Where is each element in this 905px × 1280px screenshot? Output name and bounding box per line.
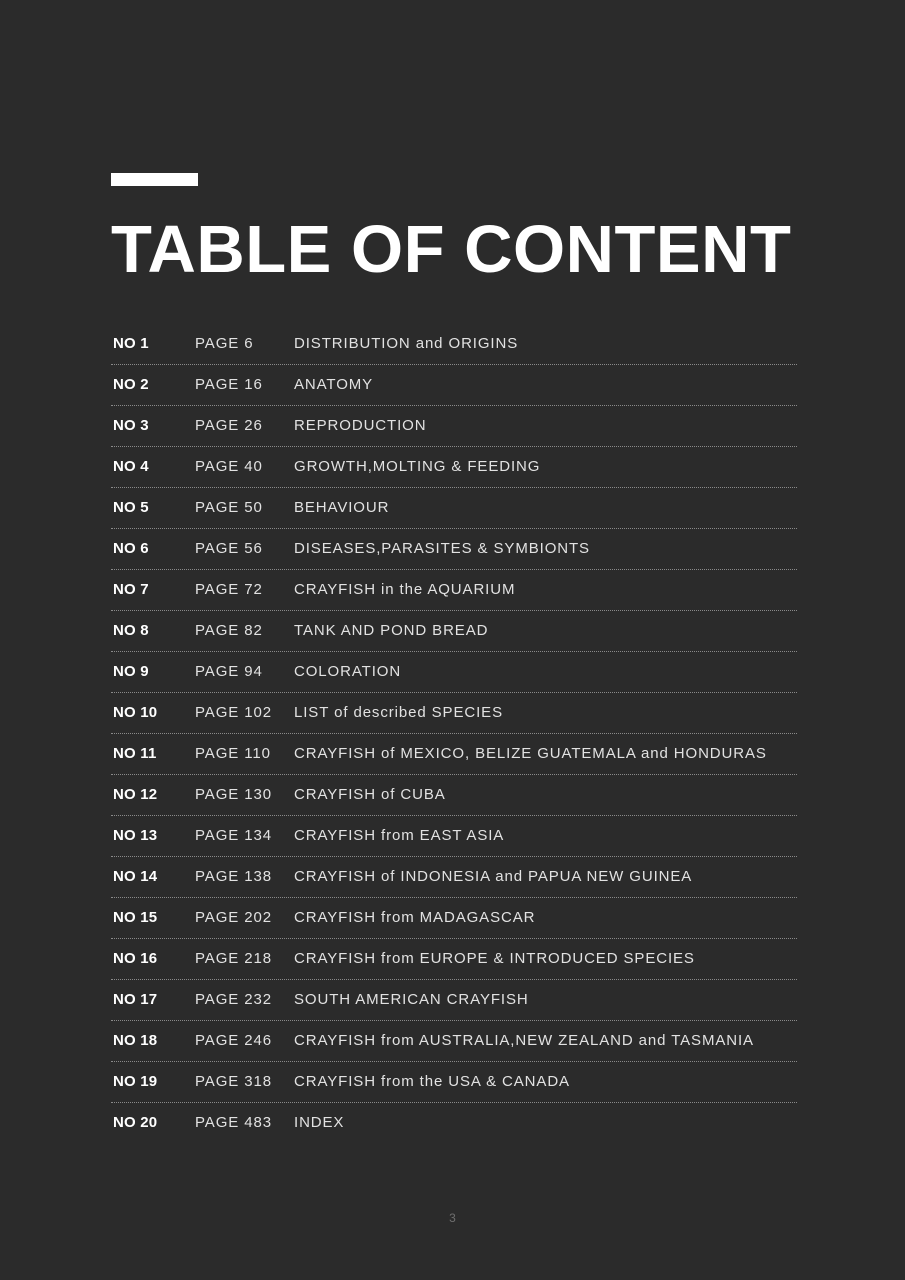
toc-entry[interactable] (111, 693, 797, 734)
toc-entry-number: NO 1 (113, 335, 149, 352)
toc-entry-title: REPRODUCTION (294, 417, 427, 434)
toc-entry-title: TANK AND POND BREAD (294, 622, 489, 639)
toc-entry-number: NO 16 (113, 950, 158, 967)
toc-entry-number: NO 6 (113, 540, 149, 557)
toc-entry-number: NO 3 (113, 417, 149, 434)
toc-entry-title: CRAYFISH in the AQUARIUM (294, 581, 516, 598)
toc-entry-page: PAGE 26 (195, 417, 263, 434)
toc-entry-page: PAGE 246 (195, 1032, 272, 1049)
toc-entry[interactable] (111, 570, 797, 611)
toc-entry-page: PAGE 134 (195, 827, 272, 844)
toc-entry[interactable] (111, 939, 797, 980)
toc-entry[interactable] (111, 980, 797, 1021)
toc-entry[interactable] (111, 857, 797, 898)
toc-entry-number: NO 8 (113, 622, 149, 639)
toc-entry[interactable] (111, 734, 797, 775)
toc-entry-page: PAGE 94 (195, 663, 263, 680)
toc-entry-number: NO 15 (113, 909, 158, 926)
toc-entry-title: INDEX (294, 1114, 345, 1131)
toc-entry-page: PAGE 72 (195, 581, 263, 598)
toc-entry-page: PAGE 202 (195, 909, 272, 926)
toc-entry-title: CRAYFISH from EUROPE & INTRODUCED SPECIES (294, 950, 695, 967)
toc-entry-title: COLORATION (294, 663, 402, 680)
toc-entry[interactable] (111, 1103, 797, 1144)
toc-entry-number: NO 19 (113, 1073, 158, 1090)
toc-entry-title: ANATOMY (294, 376, 374, 393)
toc-entry-title: CRAYFISH from AUSTRALIA,NEW ZEALAND and TASMANIA (294, 1032, 754, 1049)
toc-entry[interactable] (111, 324, 797, 365)
toc-entry-number: NO 9 (113, 663, 149, 680)
toc-entry-title: CRAYFISH of INDONESIA and PAPUA NEW GUINEA (294, 868, 693, 885)
toc-entry-title: DISEASES,PARASITES & SYMBIONTS (294, 540, 590, 557)
toc-entry-page: PAGE 483 (195, 1114, 272, 1131)
toc-entry-title: DISTRIBUTION and ORIGINS (294, 335, 519, 352)
toc-entry-number: NO 11 (113, 745, 157, 762)
toc-entry-number: NO 20 (113, 1114, 158, 1131)
toc-entry-number: NO 13 (113, 827, 158, 844)
toc-entry-page: PAGE 102 (195, 704, 272, 721)
toc-entry[interactable] (111, 488, 797, 529)
toc-entry-number: NO 12 (113, 786, 158, 803)
toc-entry-title: CRAYFISH from the USA & CANADA (294, 1073, 570, 1090)
page-title: TABLE OF CONTENT (111, 212, 792, 287)
toc-entry-page: PAGE 318 (195, 1073, 272, 1090)
toc-entry-page: PAGE 56 (195, 540, 263, 557)
toc-entry[interactable] (111, 1021, 797, 1062)
toc-entry-title: GROWTH,MOLTING & FEEDING (294, 458, 541, 475)
toc-entry-page: PAGE 6 (195, 335, 254, 352)
toc-entry[interactable] (111, 816, 797, 857)
toc-entry[interactable] (111, 611, 797, 652)
toc-entry[interactable] (111, 365, 797, 406)
toc-entry-number: NO 5 (113, 499, 149, 516)
toc-entry-page: PAGE 130 (195, 786, 272, 803)
toc-entry-number: NO 18 (113, 1032, 158, 1049)
toc-entry-number: NO 10 (113, 704, 158, 721)
toc-entry-page: PAGE 232 (195, 991, 272, 1008)
toc-entry-page: PAGE 50 (195, 499, 263, 516)
toc-entry[interactable] (111, 775, 797, 816)
toc-entry-title: BEHAVIOUR (294, 499, 390, 516)
toc-entry[interactable] (111, 529, 797, 570)
toc-entry-page: PAGE 110 (195, 745, 271, 762)
toc-entry-title: CRAYFISH from EAST ASIA (294, 827, 505, 844)
toc-entry-number: NO 2 (113, 376, 149, 393)
toc-entry-page: PAGE 16 (195, 376, 263, 393)
toc-entry-title: CRAYFISH of CUBA (294, 786, 446, 803)
toc-entry-page: PAGE 40 (195, 458, 263, 475)
toc-entry-title: CRAYFISH from MADAGASCAR (294, 909, 536, 926)
toc-entry-title: SOUTH AMERICAN CRAYFISH (294, 991, 529, 1008)
toc-entry[interactable] (111, 1062, 797, 1103)
toc-entry[interactable] (111, 652, 797, 693)
toc-entry-title: LIST of described SPECIES (294, 704, 503, 721)
toc-entry-page: PAGE 82 (195, 622, 263, 639)
title-accent-bar (111, 173, 198, 186)
table-of-contents (111, 324, 797, 1144)
toc-entry-number: NO 14 (113, 868, 158, 885)
toc-entry[interactable] (111, 447, 797, 488)
toc-entry-number: NO 7 (113, 581, 149, 598)
toc-entry-page: PAGE 218 (195, 950, 272, 967)
toc-entry[interactable] (111, 898, 797, 939)
toc-entry[interactable] (111, 406, 797, 447)
toc-entry-number: NO 17 (113, 991, 158, 1008)
page-number: 3 (449, 1211, 456, 1225)
toc-entry-page: PAGE 138 (195, 868, 272, 885)
toc-entry-number: NO 4 (113, 458, 149, 475)
toc-entry-title: CRAYFISH of MEXICO, BELIZE GUATEMALA and HONDURAS (294, 745, 767, 762)
